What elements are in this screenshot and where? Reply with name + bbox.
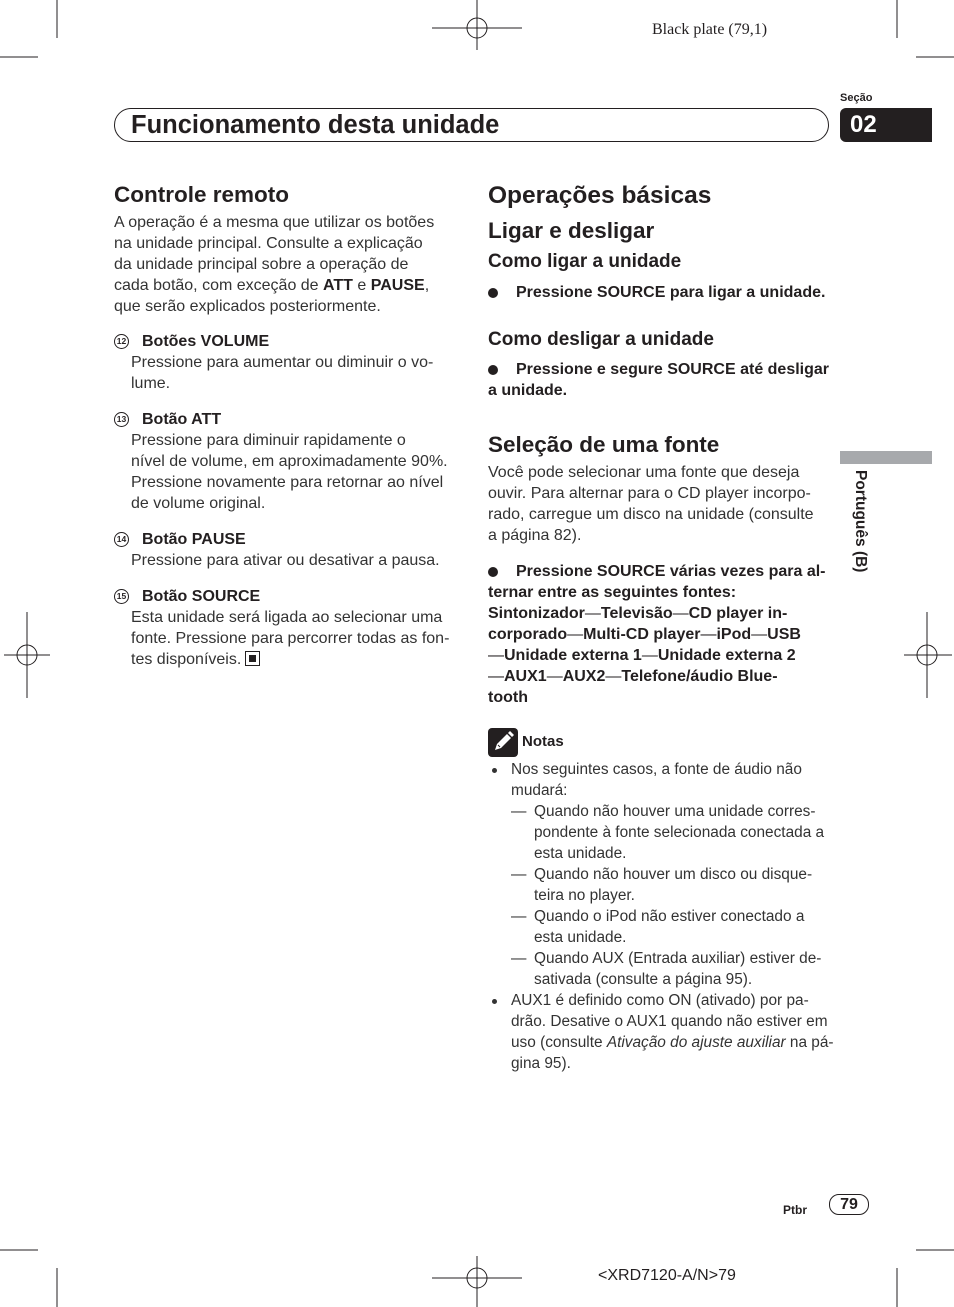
source-selection-heading: Seleção de uma fonte: [488, 432, 720, 457]
note-case-line: [488, 948, 834, 969]
section-label: Seção: [840, 92, 873, 104]
reference-title: Ativação do ajuste auxiliar: [606, 1034, 786, 1051]
remote-item-volume: [114, 331, 433, 394]
footer-language-code: Ptbr: [783, 1203, 807, 1217]
source-name: corporado: [488, 626, 568, 643]
item-number-badge: 14: [114, 532, 129, 547]
text-line: rado, carregue um disco na unidade (consulte: [488, 506, 814, 523]
note-case-line: [488, 801, 834, 822]
separator: —: [605, 668, 622, 685]
source-name: AUX2: [562, 668, 606, 685]
registration-mark-bottom: [432, 1256, 522, 1307]
source-name: Multi-CD player: [583, 626, 701, 643]
chapter-header-bar: [114, 108, 829, 142]
step-line: [488, 666, 826, 687]
note-text: Quando o iPod não estiver conectado a: [534, 908, 805, 925]
step-text: Pressione SOURCE para ligar a unidade.: [516, 284, 826, 301]
crop-mark-bottom-right: [897, 1250, 954, 1307]
power-on-heading: Como ligar a unidade: [488, 251, 682, 272]
item-label: Botão PAUSE: [142, 531, 246, 548]
text-line: nível de volume, em aproximadamente 90%.: [131, 453, 448, 470]
note-line: [488, 990, 834, 1011]
separator: —: [567, 626, 584, 643]
source-intro-paragraph: [488, 462, 814, 546]
separator: —: [488, 668, 504, 685]
item-number-badge: 13: [114, 412, 129, 427]
text-line: Pressione para aumentar ou diminuir o vo-: [131, 354, 434, 371]
source-name: iPod: [716, 626, 752, 643]
power-heading: Ligar e desligar: [488, 218, 655, 243]
note-text: AUX1 é definido como ON (ativado) por pa-: [511, 992, 809, 1009]
step-line: [488, 359, 829, 380]
step-line: [488, 561, 826, 582]
registration-mark-left: [4, 612, 50, 698]
remote-item-pause: [114, 529, 440, 571]
pause-keyword: PAUSE: [370, 277, 425, 294]
language-tab-label: Português (B): [852, 470, 869, 573]
remote-item-source: [114, 586, 449, 670]
att-keyword: ATT: [323, 277, 353, 294]
chapter-title: Funcionamento desta unidade: [131, 111, 500, 139]
item-head: [114, 409, 448, 430]
separator: —: [641, 647, 658, 664]
step-line: [488, 282, 825, 303]
source-name: CD player in-: [688, 605, 788, 622]
power-off-heading: Como desligar a unidade: [488, 329, 714, 350]
source-name: Sintonizador: [488, 605, 585, 622]
note-case-line: esta unidade.: [534, 929, 627, 946]
note-text: Quando não houver uma unidade corres-: [534, 803, 816, 820]
note-line: mudará:: [511, 782, 568, 799]
source-name: AUX1: [504, 668, 547, 685]
print-job-code: <XRD7120-A/N>79: [598, 1267, 736, 1284]
registration-mark-top: [432, 0, 522, 50]
basic-operations-title: Operações básicas: [488, 182, 712, 209]
note-text: Quando não houver um disco ou disque-: [534, 866, 813, 883]
dash-marker: —: [511, 908, 527, 925]
text-line: Pressione para ativar ou desativar a pausa.: [131, 552, 440, 569]
separator: —: [584, 605, 601, 622]
text-line: que serão explicados posteriormente.: [114, 298, 381, 315]
separator: —: [546, 668, 563, 685]
text-line: fonte. Pressione para percorrer todas as fon-: [131, 630, 450, 647]
step-line: [488, 645, 826, 666]
dash-marker: —: [511, 950, 527, 967]
bullet-icon: [488, 567, 498, 577]
text-line: da unidade principal sobre a operação de: [114, 256, 409, 273]
bullet-icon: [488, 288, 498, 298]
crop-mark-bottom-left: [0, 1250, 57, 1307]
remote-item-att: [114, 409, 448, 514]
dash-marker: —: [511, 866, 527, 883]
item-label: Botões VOLUME: [142, 333, 270, 350]
dash-marker: —: [511, 803, 527, 820]
text-segment: cada botão, com exceção de: [114, 277, 324, 294]
item-head: [114, 331, 433, 352]
plate-info: Black plate (79,1): [652, 21, 768, 38]
text-line: na unidade principal. Consulte a explicação: [114, 235, 423, 252]
note-case-line: pondente à fonte selecionada conectada a: [534, 824, 825, 841]
page-number: 79: [829, 1194, 869, 1215]
step-text: Pressione SOURCE várias vezes para al-: [516, 563, 826, 580]
text-line: Pressione para diminuir rapidamente o: [131, 432, 406, 449]
bullet-icon: [492, 999, 497, 1004]
source-name: Unidade externa 1: [504, 647, 642, 664]
text-segment: e: [352, 277, 371, 294]
step-line: ternar entre as seguintes fontes:: [488, 584, 737, 601]
registration-mark-right: [904, 612, 952, 698]
note-text: Nos seguintes casos, a fonte de áudio não: [511, 761, 802, 778]
item-number-badge: 15: [114, 589, 129, 604]
text-line: ouvir. Para alternar para o CD player incorpo-: [488, 485, 811, 502]
step-line: [488, 603, 826, 624]
note-text: uso (consulte: [511, 1034, 607, 1051]
text-line: A operação é a mesma que utilizar os botões: [114, 214, 435, 231]
notes-pencil-icon: [488, 728, 518, 757]
text-segment: tes disponíveis.: [131, 651, 242, 668]
notes-list: [488, 759, 834, 1074]
note-line: [488, 759, 834, 780]
note-text: na pá-: [785, 1034, 834, 1051]
step-line: tooth: [488, 689, 528, 706]
note-case-line: sativada (consulte a página 95).: [534, 971, 753, 988]
text-segment: ,: [424, 277, 430, 294]
step-line: a unidade.: [488, 382, 568, 399]
text-line: Você pode selecionar uma fonte que deseja: [488, 464, 800, 481]
end-of-section-icon: [245, 651, 260, 666]
separator: —: [751, 626, 768, 643]
remote-intro-paragraph: [114, 212, 434, 317]
note-case-line: teira no player.: [534, 887, 635, 904]
bullet-icon: [488, 365, 498, 375]
text-line: de volume original.: [131, 495, 266, 512]
item-label: Botão SOURCE: [142, 588, 261, 605]
separator: —: [700, 626, 717, 643]
note-case-line: [488, 906, 834, 927]
source-name: Telefone/áudio Blue-: [621, 668, 778, 685]
crop-mark-top-right: [897, 0, 954, 57]
section-number-box: [840, 108, 932, 142]
separator: —: [488, 647, 504, 664]
remote-control-heading: Controle remoto: [114, 182, 290, 207]
power-off-step: [488, 359, 829, 401]
notes-label: Notas: [522, 733, 564, 750]
item-number-badge: 12: [114, 334, 129, 349]
note-line: drão. Desative o AUX1 quando não estiver em: [511, 1013, 828, 1030]
item-label: Botão ATT: [142, 411, 222, 428]
section-number: 02: [850, 111, 877, 138]
step-text: Pressione e segure SOURCE até desligar: [516, 361, 830, 378]
note-case-line: [488, 864, 834, 885]
note-line: gina 95).: [511, 1055, 571, 1072]
source-name: Unidade externa 2: [657, 647, 796, 664]
language-tab-bar: [840, 451, 932, 464]
text-line: [114, 649, 449, 670]
item-head: [114, 586, 449, 607]
note-text: Quando AUX (Entrada auxiliar) estiver de-: [534, 950, 822, 967]
source-name: USB: [767, 626, 801, 643]
crop-mark-top-left: [0, 0, 57, 57]
bullet-icon: [492, 768, 497, 773]
note-line: [488, 1032, 834, 1053]
text-line: Esta unidade será ligada ao selecionar uma: [131, 609, 443, 626]
power-on-step: [488, 282, 825, 303]
step-line: [488, 624, 826, 645]
text-line: [114, 275, 434, 296]
separator: —: [672, 605, 689, 622]
text-line: a página 82).: [488, 527, 582, 544]
note-case-line: esta unidade.: [534, 845, 627, 862]
source-select-step: [488, 561, 826, 708]
item-head: [114, 529, 440, 550]
source-name: Televisão: [600, 605, 673, 622]
text-line: Pressione novamente para retornar ao nível: [131, 474, 444, 491]
text-line: lume.: [131, 375, 171, 392]
